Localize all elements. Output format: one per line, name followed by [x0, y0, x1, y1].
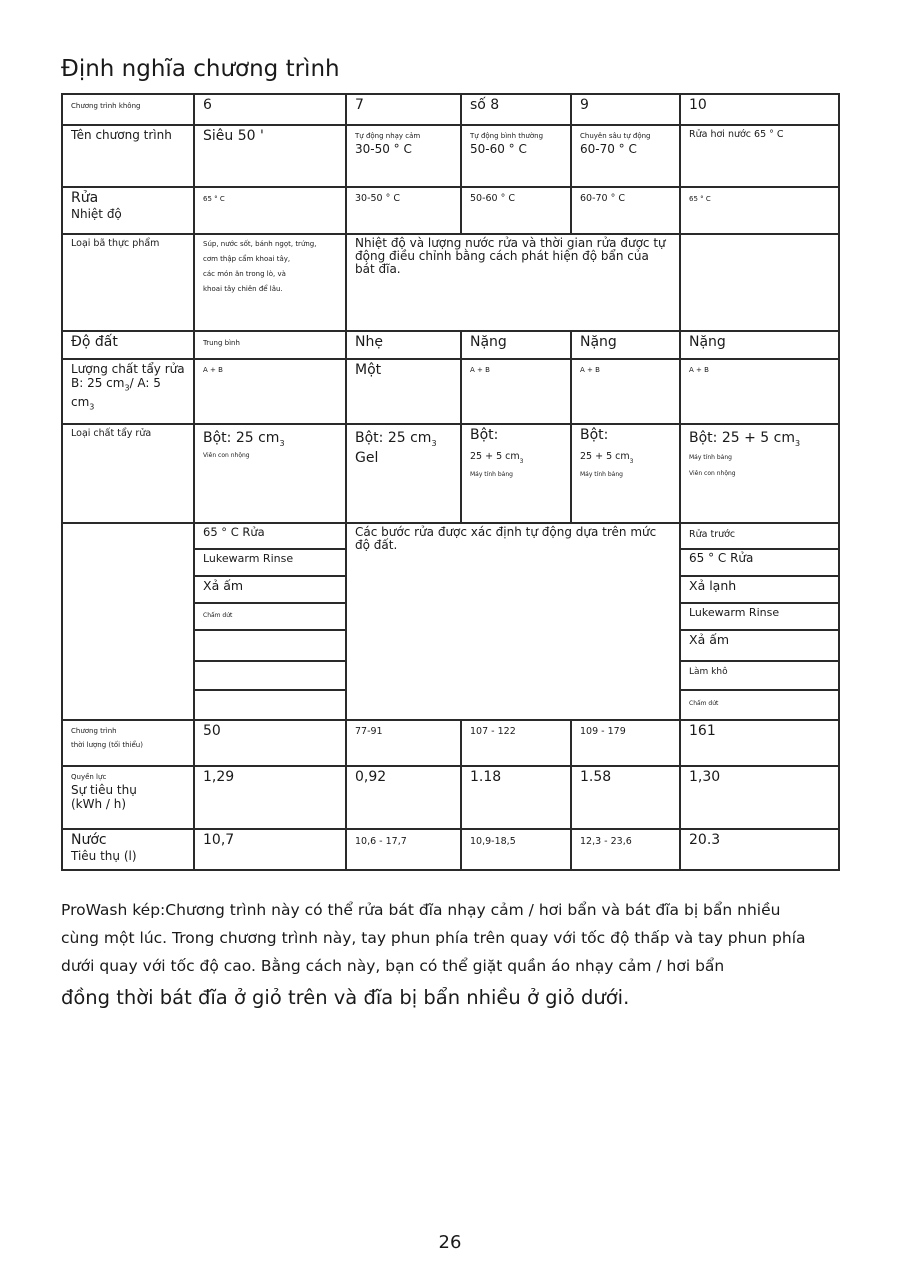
row-label-line: Sự tiêu thụ	[71, 783, 137, 797]
power-value: 1,29	[194, 766, 346, 829]
detergent-amount: A + B	[194, 359, 346, 424]
program-name-text: Rửa hơi nước 65 ° C	[689, 129, 784, 140]
row-label-line: Tiêu thụ (l)	[71, 849, 137, 863]
detergent-type	[680, 424, 839, 523]
program-number: 9	[571, 94, 680, 125]
step-item	[195, 691, 345, 719]
row-label-line: (kWh / h)	[71, 797, 127, 811]
unit-subscript: 3	[279, 439, 285, 449]
empty-cell	[62, 523, 194, 720]
program-table	[61, 93, 840, 871]
wash-temp: 65 ° C	[194, 187, 346, 234]
soil-level: Nặng	[461, 331, 571, 359]
detergent-text: Bột:	[580, 427, 609, 443]
row-label-line	[71, 376, 185, 415]
step-item	[195, 631, 345, 662]
detergent-extra: Viên con nhộng	[689, 470, 736, 478]
detergent-amount: A + B	[680, 359, 839, 424]
duration-value: 109 - 179	[571, 720, 680, 766]
table-row	[62, 720, 839, 766]
water-value: 20.3	[680, 829, 839, 870]
water-value: 10,7	[194, 829, 346, 870]
program-temp: 60-70 ° C	[580, 142, 637, 156]
water-value: 10,6 - 17,7	[346, 829, 461, 870]
program-name-text: Tự động nhạy cảm	[355, 132, 421, 140]
program-name	[680, 125, 839, 187]
wash-temp: 50-60 ° C	[461, 187, 571, 234]
row-label-line: Nước	[71, 832, 107, 848]
detergent-text: Bột:	[470, 427, 499, 443]
table-row	[62, 424, 839, 523]
program-temp: 50-60 ° C	[470, 142, 527, 156]
detergent-type	[461, 424, 571, 523]
step-list	[194, 523, 346, 720]
paragraph-line: cùng một lúc. Trong chương trình này, tay phun phía trên quay với tốc độ thấp và tay phun phía	[61, 929, 806, 947]
row-label-line: Rửa	[71, 190, 99, 206]
program-name	[461, 125, 571, 187]
step-item: Chấm dứt	[195, 604, 345, 631]
detergent-text: Bột: 25 cm	[355, 430, 432, 446]
row-label: Loại chất tẩy rửa	[62, 424, 194, 523]
soil-level: Nặng	[571, 331, 680, 359]
wash-temp: 60-70 ° C	[571, 187, 680, 234]
step-item: Làm khô	[681, 662, 838, 691]
program-name-text: Chuyên sâu tự động	[580, 132, 651, 140]
power-value: 1,30	[680, 766, 839, 829]
power-value: 1.58	[571, 766, 680, 829]
detergent-amount-text: 25 + 5 cm	[470, 451, 520, 462]
water-value: 12,3 - 23,6	[571, 829, 680, 870]
step-item: Xả ấm	[195, 577, 345, 604]
water-value: 10,9-18,5	[461, 829, 571, 870]
unit-subscript: 3	[794, 439, 801, 449]
program-number: số 8	[461, 94, 571, 125]
detergent-extra: Viên con nhộng	[203, 452, 250, 460]
step-item: Lukewarm Rinse	[195, 550, 345, 577]
row-label-line: Nhiệt độ	[71, 207, 122, 221]
soil-level: Nặng	[680, 331, 839, 359]
table-row	[62, 187, 839, 234]
detergent-type	[571, 424, 680, 523]
step-item: 65 ° C Rửa	[681, 550, 838, 577]
table-row	[62, 766, 839, 829]
table-row	[62, 523, 839, 720]
paragraph-line: ProWash kép:Chương trình này có thể rửa bát đĩa nhạy cảm / hơi bẩn và bát đĩa bị bẩn nhiều	[61, 901, 781, 919]
detergent-extra: Máy tính bảng	[580, 471, 623, 479]
row-label: Độ đất	[62, 331, 194, 359]
unit-subscript: 3	[519, 458, 524, 466]
table-row	[62, 125, 839, 187]
row-label	[62, 829, 194, 870]
row-label-line: Quyền lực	[71, 773, 107, 781]
row-label-line: thời lượng (tối thiểu)	[71, 741, 143, 749]
paragraph-line: dưới quay với tốc độ cao. Bằng cách này, bạn có thể giặt quần áo nhạy cảm / hơi bẩn	[61, 957, 725, 975]
table-row	[62, 234, 839, 331]
unit-subscript: 3	[431, 439, 437, 449]
program-number: 7	[346, 94, 461, 125]
program-name	[571, 125, 680, 187]
unit-subscript: 3	[629, 458, 634, 466]
program-number: 6	[194, 94, 346, 125]
detergent-extra: Máy tính bảng	[470, 471, 513, 479]
program-temp: 30-50 ° C	[355, 142, 412, 156]
step-item: 65 ° C Rửa	[195, 524, 345, 550]
program-name	[346, 125, 461, 187]
step-item: Xả ấm	[681, 631, 838, 662]
detergent-amount-text: 25 + 5 cm	[580, 451, 630, 462]
duration-value: 107 - 122	[461, 720, 571, 766]
step-item: Xả lạnh	[681, 577, 838, 604]
row-label: Loại bã thực phẩm	[62, 234, 194, 331]
table-row	[62, 359, 839, 424]
description-paragraph	[61, 896, 851, 1015]
soil-level: Nhẹ	[346, 331, 461, 359]
unit-text: / A: 5 cm	[71, 376, 161, 410]
step-item: Rửa trước	[681, 524, 838, 550]
food-line: các món ăn trong lò, và	[203, 270, 286, 278]
row-label	[62, 766, 194, 829]
row-label	[62, 187, 194, 234]
detergent-text: Bột: 25 + 5 cm	[689, 430, 795, 446]
program-name-text: Siêu 50 '	[203, 128, 264, 144]
detergent-text: Bột: 25 cm	[203, 430, 280, 446]
step-item	[195, 662, 345, 691]
page-title: Định nghĩa chương trình	[61, 56, 340, 82]
wash-temp: 65 ° C	[680, 187, 839, 234]
power-value: 1.18	[461, 766, 571, 829]
food-line: khoai tây chiên để lâu.	[203, 285, 283, 293]
table-row	[62, 331, 839, 359]
wash-temp: 30-50 ° C	[346, 187, 461, 234]
detergent-extra: Máy tính bảng	[689, 454, 732, 462]
step-item: Chấm dứt	[689, 700, 719, 707]
detergent-amount: A + B	[571, 359, 680, 424]
food-line: cơm thập cẩm khoai tây,	[203, 255, 291, 263]
unit-subscript: 3	[124, 383, 130, 393]
food-line: Súp, nước sốt, bánh ngọt, trứng,	[203, 240, 317, 248]
soil-level: Trung bình	[194, 331, 346, 359]
power-value: 0,92	[346, 766, 461, 829]
auto-adjust-note: Nhiệt độ và lượng nước rửa và thời gian rửa được tự động điều chỉnh bằng cách phát hiện độ bẩn của bát đĩa.	[346, 234, 680, 331]
step-item: Lukewarm Rinse	[681, 604, 838, 631]
detergent-amount: Một	[346, 359, 461, 424]
program-number: 10	[680, 94, 839, 125]
table-row	[62, 94, 839, 125]
detergent-type	[346, 424, 461, 523]
page-number: 26	[438, 1232, 462, 1253]
row-label: Chương trình không	[62, 94, 194, 125]
row-label: Tên chương trình	[62, 125, 194, 187]
food-type	[194, 234, 346, 331]
row-label	[62, 720, 194, 766]
unit-subscript: 3	[89, 402, 95, 412]
table-row	[62, 829, 839, 870]
row-label-line: Lượng chất tẩy rửa	[71, 362, 185, 376]
duration-value: 50	[194, 720, 346, 766]
row-label-line: Chương trình	[71, 727, 117, 735]
detergent-amount: A + B	[461, 359, 571, 424]
detergent-type	[194, 424, 346, 523]
program-name	[194, 125, 346, 187]
row-label	[62, 359, 194, 424]
unit-text: B: 25 cm	[71, 376, 125, 390]
program-name-text: Tự động bình thường	[470, 132, 544, 140]
step-list	[680, 523, 839, 720]
paragraph-line-large: đồng thời bát đĩa ở giỏ trên và đĩa bị bẩn nhiều ở giỏ dưới.	[61, 986, 630, 1009]
duration-value: 161	[680, 720, 839, 766]
auto-steps-note: Các bước rửa được xác định tự động dựa trên mức độ đất.	[346, 523, 680, 720]
duration-value: 77-91	[346, 720, 461, 766]
detergent-extra: Gel	[355, 450, 379, 467]
empty-cell	[680, 234, 839, 331]
